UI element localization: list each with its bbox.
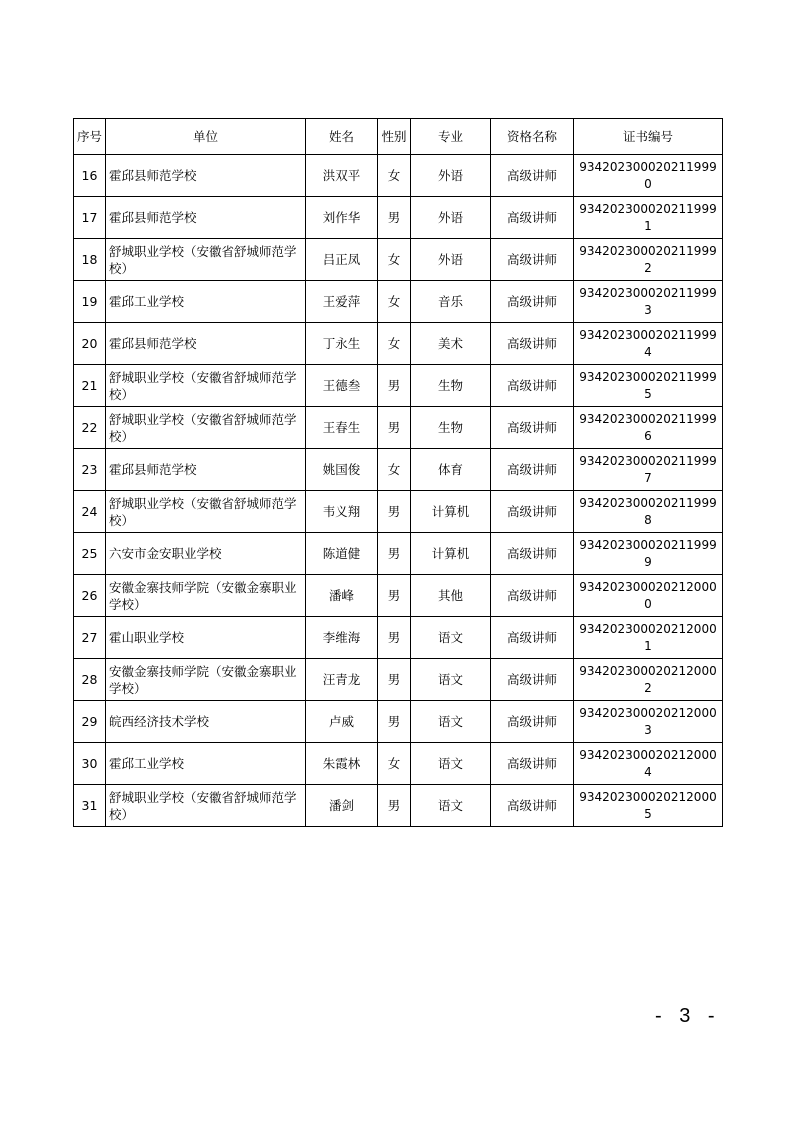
cell-major: 音乐	[411, 281, 491, 323]
table-row	[74, 365, 723, 407]
cell-no: 30	[74, 743, 106, 785]
cell-cert: 934202300020211999 7	[574, 449, 723, 491]
table-row	[74, 491, 723, 533]
cell-name: 汪青龙	[306, 659, 378, 701]
cell-unit: 皖西经济技术学校	[106, 701, 306, 743]
cell-cert: 934202300020211999 4	[574, 323, 723, 365]
cell-no: 20	[74, 323, 106, 365]
cell-cert: 934202300020211999 9	[574, 533, 723, 575]
page-number: - 3 -	[655, 1005, 721, 1027]
cell-no: 25	[74, 533, 106, 575]
cell-no: 17	[74, 197, 106, 239]
cell-title: 高级讲师	[491, 323, 574, 365]
table-row	[74, 659, 723, 701]
cell-title: 高级讲师	[491, 197, 574, 239]
cell-sex: 男	[378, 659, 411, 701]
cell-sex: 男	[378, 407, 411, 449]
cell-unit: 霍邱县师范学校	[106, 323, 306, 365]
cell-cert: 934202300020211999 5	[574, 365, 723, 407]
cell-sex: 女	[378, 281, 411, 323]
cell-title: 高级讲师	[491, 575, 574, 617]
cell-sex: 女	[378, 323, 411, 365]
cell-unit: 安徽金寨技师学院（安徽金寨职业学校）	[106, 659, 306, 701]
cell-name: 潘峰	[306, 575, 378, 617]
cell-name: 丁永生	[306, 323, 378, 365]
cell-no: 28	[74, 659, 106, 701]
cell-title: 高级讲师	[491, 617, 574, 659]
cell-major: 计算机	[411, 491, 491, 533]
cell-sex: 男	[378, 491, 411, 533]
cell-unit: 安徽金寨技师学院（安徽金寨职业学校）	[106, 575, 306, 617]
cell-name: 刘作华	[306, 197, 378, 239]
cell-sex: 男	[378, 197, 411, 239]
cell-major: 生物	[411, 407, 491, 449]
certificate-table-container	[73, 118, 722, 827]
table-row	[74, 701, 723, 743]
table-row	[74, 407, 723, 449]
cell-sex: 女	[378, 155, 411, 197]
table-row	[74, 449, 723, 491]
cell-major: 体育	[411, 449, 491, 491]
cell-major: 计算机	[411, 533, 491, 575]
table-row	[74, 743, 723, 785]
cell-title: 高级讲师	[491, 701, 574, 743]
table-row	[74, 323, 723, 365]
cell-name: 李维海	[306, 617, 378, 659]
cell-cert: 934202300020211999 2	[574, 239, 723, 281]
cell-major: 语文	[411, 743, 491, 785]
cell-no: 23	[74, 449, 106, 491]
cell-cert: 934202300020212000 1	[574, 617, 723, 659]
cell-name: 卢威	[306, 701, 378, 743]
cell-name: 王爱萍	[306, 281, 378, 323]
cell-no: 27	[74, 617, 106, 659]
cell-no: 29	[74, 701, 106, 743]
cell-unit: 舒城职业学校（安徽省舒城师范学校）	[106, 491, 306, 533]
cell-title: 高级讲师	[491, 491, 574, 533]
cell-no: 24	[74, 491, 106, 533]
cell-sex: 男	[378, 575, 411, 617]
cell-title: 高级讲师	[491, 239, 574, 281]
table-row	[74, 533, 723, 575]
cell-cert: 934202300020212000 0	[574, 575, 723, 617]
cell-sex: 男	[378, 701, 411, 743]
header-name: 姓名	[306, 119, 378, 155]
cell-unit: 六安市金安职业学校	[106, 533, 306, 575]
cell-no: 22	[74, 407, 106, 449]
cell-title: 高级讲师	[491, 365, 574, 407]
cell-major: 外语	[411, 197, 491, 239]
cell-name: 姚国俊	[306, 449, 378, 491]
table-body	[74, 155, 723, 827]
cell-title: 高级讲师	[491, 785, 574, 827]
cell-title: 高级讲师	[491, 659, 574, 701]
cell-unit: 霍邱县师范学校	[106, 449, 306, 491]
cell-name: 洪双平	[306, 155, 378, 197]
cell-unit: 霍邱工业学校	[106, 743, 306, 785]
table-row	[74, 281, 723, 323]
table-row	[74, 197, 723, 239]
cell-sex: 男	[378, 617, 411, 659]
cell-name: 王春生	[306, 407, 378, 449]
cell-title: 高级讲师	[491, 449, 574, 491]
cell-major: 外语	[411, 239, 491, 281]
cell-name: 陈道健	[306, 533, 378, 575]
cell-sex: 男	[378, 365, 411, 407]
cell-major: 生物	[411, 365, 491, 407]
cell-major: 语文	[411, 785, 491, 827]
cell-no: 21	[74, 365, 106, 407]
table-row	[74, 785, 723, 827]
cell-unit: 舒城职业学校（安徽省舒城师范学校）	[106, 365, 306, 407]
header-title: 资格名称	[491, 119, 574, 155]
cell-name: 王德叁	[306, 365, 378, 407]
cell-cert: 934202300020211999 8	[574, 491, 723, 533]
certificate-table	[73, 118, 723, 827]
cell-sex: 男	[378, 785, 411, 827]
cell-no: 16	[74, 155, 106, 197]
cell-sex: 男	[378, 533, 411, 575]
cell-name: 朱霞林	[306, 743, 378, 785]
cell-unit: 霍邱工业学校	[106, 281, 306, 323]
cell-major: 美术	[411, 323, 491, 365]
cell-cert: 934202300020212000 5	[574, 785, 723, 827]
header-no: 序号	[74, 119, 106, 155]
cell-title: 高级讲师	[491, 743, 574, 785]
cell-major: 语文	[411, 659, 491, 701]
cell-no: 19	[74, 281, 106, 323]
cell-title: 高级讲师	[491, 281, 574, 323]
table-row	[74, 575, 723, 617]
cell-cert: 934202300020212000 3	[574, 701, 723, 743]
cell-cert: 934202300020212000 4	[574, 743, 723, 785]
table-row	[74, 155, 723, 197]
cell-sex: 女	[378, 449, 411, 491]
cell-major: 语文	[411, 617, 491, 659]
cell-sex: 女	[378, 743, 411, 785]
cell-title: 高级讲师	[491, 155, 574, 197]
table-row	[74, 239, 723, 281]
cell-major: 语文	[411, 701, 491, 743]
header-unit: 单位	[106, 119, 306, 155]
cell-no: 31	[74, 785, 106, 827]
table-header	[74, 119, 723, 155]
cell-unit: 霍邱县师范学校	[106, 155, 306, 197]
cell-major: 其他	[411, 575, 491, 617]
header-sex: 性别	[378, 119, 411, 155]
cell-name: 韦义翔	[306, 491, 378, 533]
cell-name: 吕正凤	[306, 239, 378, 281]
header-major: 专业	[411, 119, 491, 155]
cell-cert: 934202300020211999 0	[574, 155, 723, 197]
table-row	[74, 617, 723, 659]
header-row	[74, 119, 723, 155]
cell-unit: 霍山职业学校	[106, 617, 306, 659]
cell-major: 外语	[411, 155, 491, 197]
header-cert: 证书编号	[574, 119, 723, 155]
cell-no: 26	[74, 575, 106, 617]
cell-unit: 舒城职业学校（安徽省舒城师范学校）	[106, 239, 306, 281]
cell-unit: 霍邱县师范学校	[106, 197, 306, 239]
cell-unit: 舒城职业学校（安徽省舒城师范学校）	[106, 785, 306, 827]
cell-name: 潘剑	[306, 785, 378, 827]
cell-cert: 934202300020211999 3	[574, 281, 723, 323]
cell-unit: 舒城职业学校（安徽省舒城师范学校）	[106, 407, 306, 449]
cell-cert: 934202300020211999 6	[574, 407, 723, 449]
cell-cert: 934202300020212000 2	[574, 659, 723, 701]
cell-sex: 女	[378, 239, 411, 281]
cell-no: 18	[74, 239, 106, 281]
cell-title: 高级讲师	[491, 407, 574, 449]
cell-title: 高级讲师	[491, 533, 574, 575]
cell-cert: 934202300020211999 1	[574, 197, 723, 239]
